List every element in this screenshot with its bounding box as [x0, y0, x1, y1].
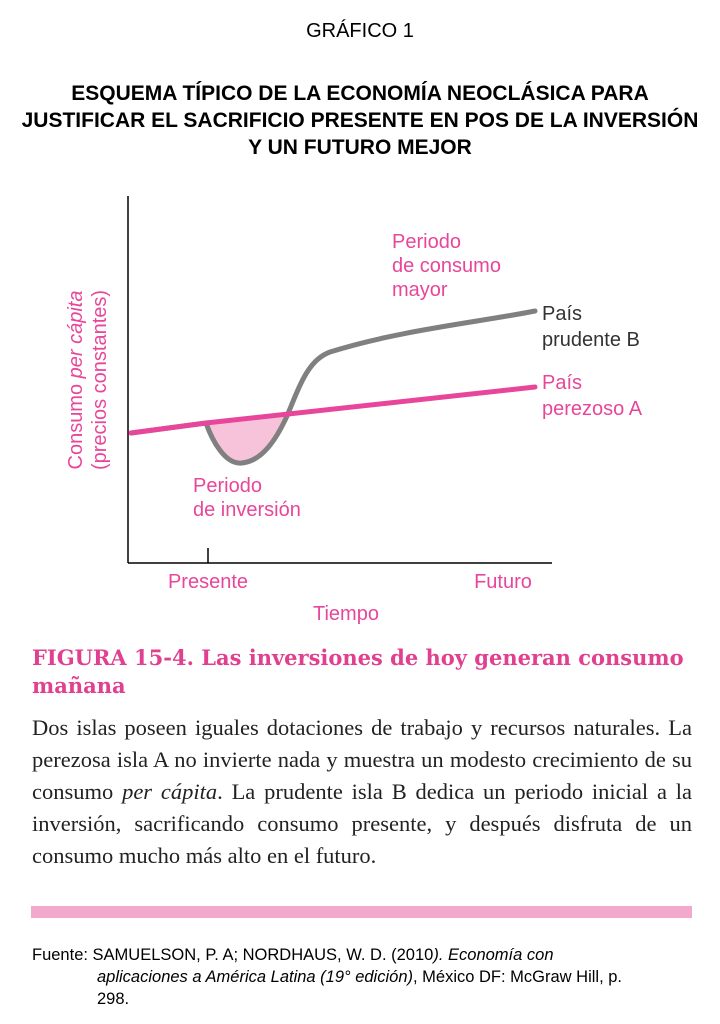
- chart-number: GRÁFICO 1: [306, 20, 414, 42]
- figure-title: Las inversiones de hoy generan consumo mañana: [32, 645, 684, 698]
- series-line-perezoso-a: [131, 387, 535, 433]
- series-line-prudente-b: [131, 311, 535, 463]
- x-tick-label-futuro: Futuro: [474, 571, 532, 593]
- legend-label-perezoso-a-line1: País: [542, 372, 583, 394]
- source-citation: Fuente: SAMUELSON, P. A; NORDHAUS, W. D. (2010). Economía con aplicaciones a América Latina (19° edición), México DF: McGraw Hill, p. 298.: [32, 946, 623, 1008]
- legend-label-perezoso-a-line2: perezoso A: [542, 398, 643, 420]
- figure-label: FIGURA 15-4.: [32, 645, 194, 670]
- annotation-consumo-line2: de consumo: [392, 255, 501, 277]
- y-axis-sublabel: (precios constantes): [89, 289, 111, 471]
- divider-bar: [31, 906, 692, 918]
- legend-label-prudente-b-line2: prudente B: [542, 329, 640, 351]
- figure-caption: Dos islas poseen iguales dotaciones de trabajo y recursos naturales. La perezosa isla A no invierte nada y muestra un modesto crecimiento de su consumo per cápita. La prudente isla B dedica un periodo inicial a la inversión, sacrificando consumo presente, y después disfruta de un consumo mucho más alto en el futuro.: [32, 715, 693, 868]
- x-axis-label: Tiempo: [313, 603, 379, 625]
- annotation-inversion-line1: Periodo: [193, 475, 262, 497]
- annotation-inversion-line2: de inversión: [193, 499, 301, 521]
- page-title: ESQUEMA TÍPICO DE LA ECONOMÍA NEOCLÁSICA PARA JUSTIFICAR EL SACRIFICIO PRESENTE EN POS DE LA INVERSIÓN Y UN FUTURO MEJOR: [21, 82, 699, 159]
- annotation-consumo-line1: Periodo: [392, 231, 461, 253]
- legend-label-prudente-b-line1: País: [542, 303, 583, 325]
- chart: [0, 180, 720, 630]
- annotation-consumo-line3: mayor: [392, 279, 448, 301]
- figure-heading: [32, 644, 692, 700]
- y-axis-label: Consumo per cápita: [65, 290, 87, 470]
- x-tick-label-presente: Presente: [167, 571, 249, 593]
